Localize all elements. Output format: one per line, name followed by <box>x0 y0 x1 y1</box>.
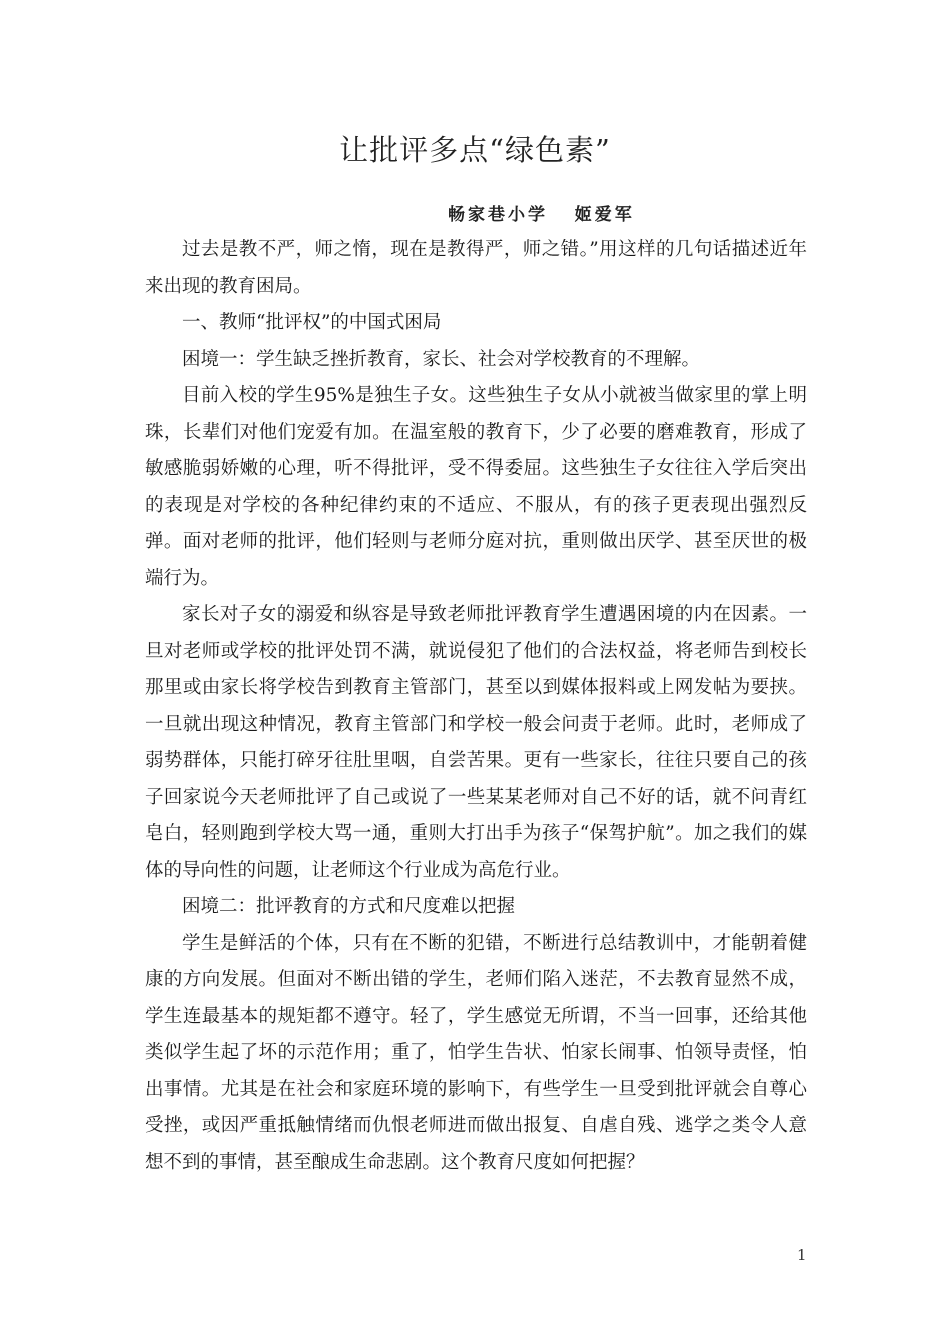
subheading-dilemma-one: 困境一：学生缺乏挫折教育，家长、社会对学校教育的不理解。 <box>182 348 701 370</box>
paragraph-parents: 家长对子女的溺爱和纵容是导致老师批评教育学生遭遇困境的内在因素。一旦对老师或学校的批评处罚不满，就说侵犯了他们的合法权益，将老师告到校长那里或由家长将学校告到教育主管部门，甚至以到媒体报料或上网发帖为要挟。一旦就出现这种情况，教育主管部门和学校一般会问责于老师。此时，老师成了弱势群体，只能打碎牙往肚里咽，自尝苦果。更有一些家长，往往只要自己的孩子回家说今天老师批评了自己或说了一些某某老师对自己不好的话，就不问青红皂白，轻则跑到学校大骂一通，重则大打出手为孩子“保驾护航”。加之我们的媒体的导向性的问题，让老师这个行业成为高危行业。 <box>145 604 807 881</box>
document-body <box>145 232 807 1181</box>
subheading-dilemma-two: 困境二：批评教育的方式和尺度难以把握 <box>182 896 516 917</box>
page-number: 1 <box>797 1246 807 1264</box>
paragraph-criticism-scale: 学生是鲜活的个体，只有在不断的犯错，不断进行总结教训中，才能朝着健康的方向发展。但面对不断出错的学生，老师们陷入迷茫，不去教育显然不成，学生连最基本的规矩都不遵守。轻了，学生感觉无所谓，不当一回事，还给其他类似学生起了坏的示范作用；重了，怕学生告状、怕家长闹事、怕领导责怪，怕出事情。尤其是在社会和家庭环境的影响下，有些学生一旦受到批评就会自尊心受挫，或因严重抵触情绪而仇恨老师进而做出报复、自虐自残、逃学之类令人意想不到的事情，甚至酿成生命悲剧。这个教育尺度如何把握？ <box>145 932 807 1173</box>
page-title: 让批评多点“绿色素” <box>339 133 611 167</box>
section-heading: 一、教师“批评权”的中国式困局 <box>182 312 442 333</box>
author-line: 畅家巷小学 姬爱军 <box>448 205 635 225</box>
paragraph-intro: 过去是教不严，师之惰，现在是教得严，师之错。”用这样的几句话描述近年来出现的教育困局。 <box>145 239 807 297</box>
paragraph-only-children: 目前入校的学生95%是独生子女。这些独生子女从小就被当做家里的掌上明珠，长辈们对他们宠爱有加。在温室般的教育下，少了必要的磨难教育，形成了敏感脆弱娇嫩的心理，听不得批评，受不得委屈。这些独生子女往往入学后突出的表现是对学校的各种纪律约束的不适应、不服从，有的孩子更表现出强烈反弹。面对老师的批评，他们轻则与老师分庭对抗，重则做出厌学、甚至厌世的极端行为。 <box>145 385 807 589</box>
